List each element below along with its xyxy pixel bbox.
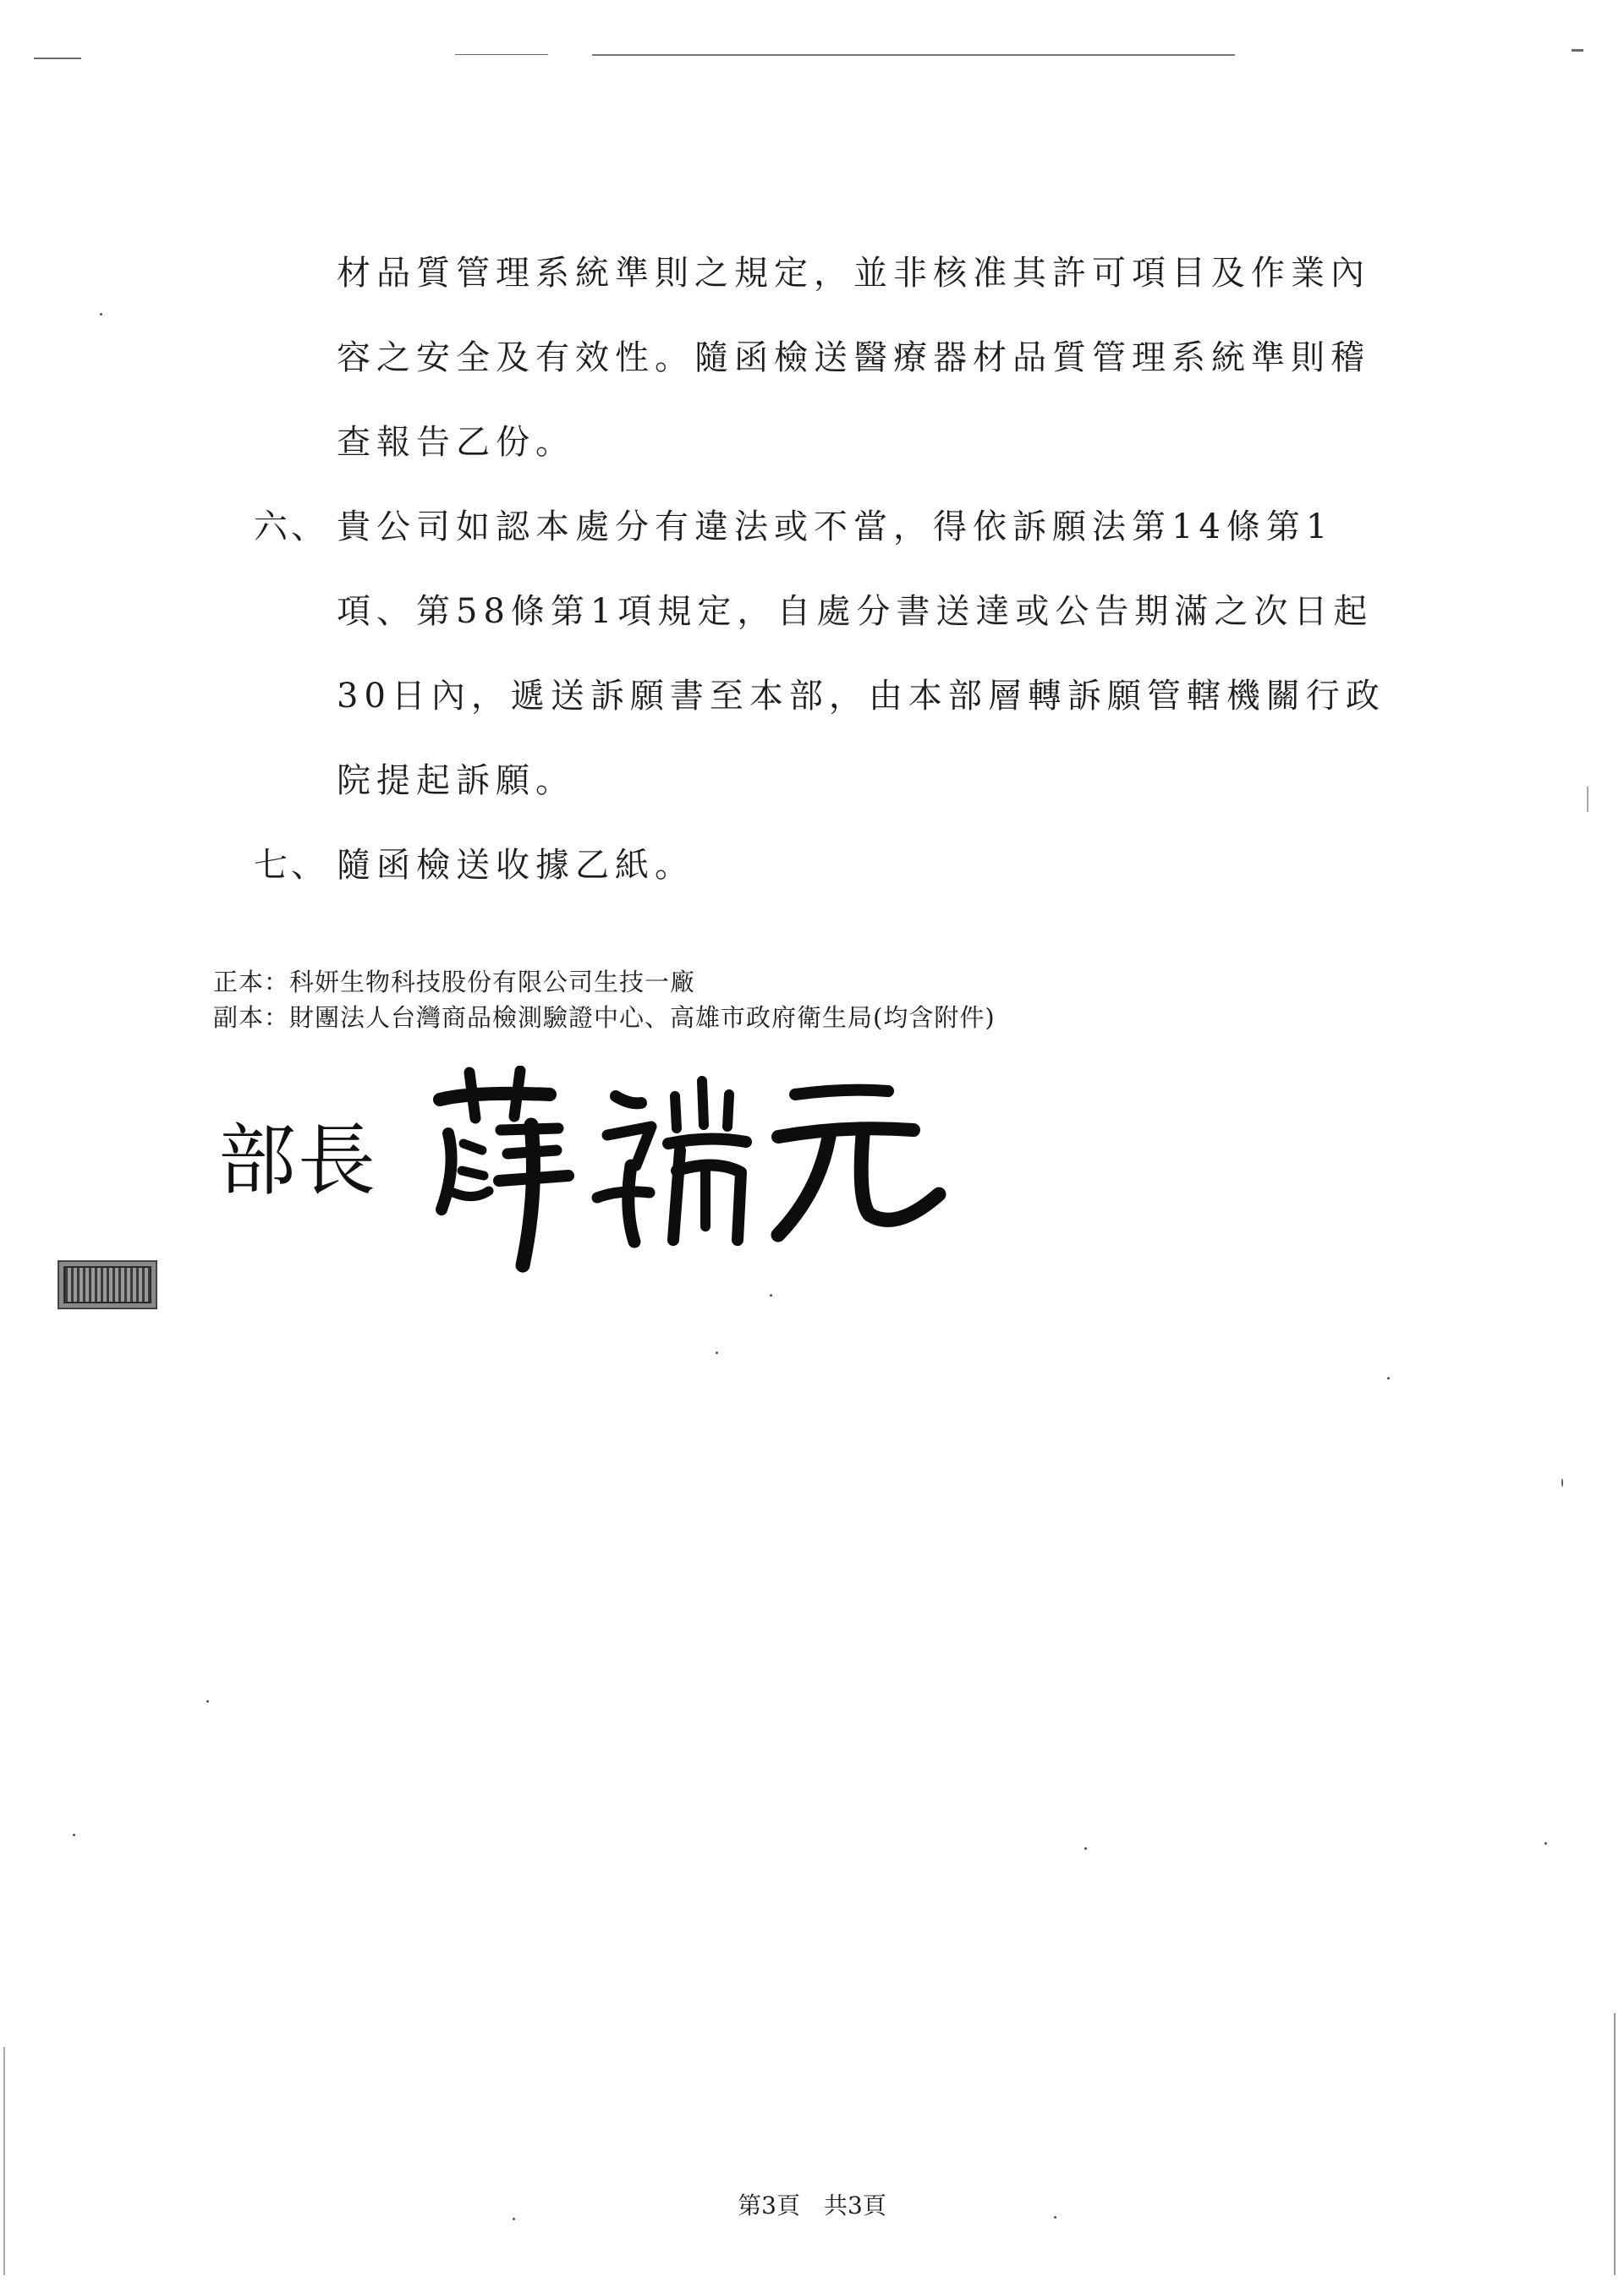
scan-speck: [770, 1294, 772, 1297]
body-text-line: 查報告乙份。: [337, 423, 575, 462]
signatory-title: 部長: [218, 1116, 378, 1206]
seal-pattern: [63, 1266, 151, 1303]
item-7-line: 隨函檢送收據乙紙。: [337, 846, 694, 885]
page-number: 第3頁: [738, 2192, 800, 2219]
item-6-marker: 六、: [254, 507, 328, 546]
item-6-line: 貴公司如認本處分有違法或不當，得依訴願法第14條第1: [337, 507, 1334, 546]
scan-edge-mark: [3, 2047, 5, 2275]
page-footer: [0, 2191, 1624, 2221]
scan-speck: [206, 1700, 209, 1703]
scan-artifact-line: [455, 54, 548, 55]
scan-edge-mark: [1614, 2013, 1616, 2275]
item-7-marker: 七、: [254, 846, 328, 885]
scan-speck: [73, 1834, 75, 1836]
distribution-copies: 副本：財團法人台灣商品檢測驗證中心、高雄市政府衛生局(均含附件): [213, 1003, 996, 1032]
body-text-line: 容之安全及有效性。隨函檢送醫療器材品質管理系統準則稽: [337, 338, 1370, 377]
item-6-line: 院提起訴願。: [337, 761, 575, 800]
official-seal-stamp: [58, 1260, 157, 1309]
scan-artifact-line: [592, 54, 1235, 56]
item-6-line: 項、第58條第1項規定，自處分書送達或公告期滿之次日起: [337, 592, 1374, 631]
scan-speck: [1084, 1847, 1087, 1850]
scan-artifact-line: [34, 58, 81, 59]
body-text-line: 材品質管理系統準則之規定，並非核准其許可項目及作業內: [337, 254, 1370, 293]
scan-speck: [1544, 1842, 1547, 1845]
distribution-original: 正本：科妍生物科技股份有限公司生技一廠: [213, 968, 696, 996]
total-pages: 共3頁: [824, 2192, 886, 2219]
handwritten-signature: [423, 1066, 947, 1277]
scan-speck: [100, 313, 102, 315]
scan-artifact-line: [1572, 49, 1583, 52]
scan-speck: [1387, 1377, 1390, 1380]
item-6-line: 30日內，遞送訴願書至本部，由本部層轉訴願管轄機關行政: [337, 677, 1385, 716]
scan-edge-mark: [1587, 787, 1588, 812]
scan-speck: [716, 1352, 718, 1354]
scan-speck: [1561, 1478, 1563, 1487]
